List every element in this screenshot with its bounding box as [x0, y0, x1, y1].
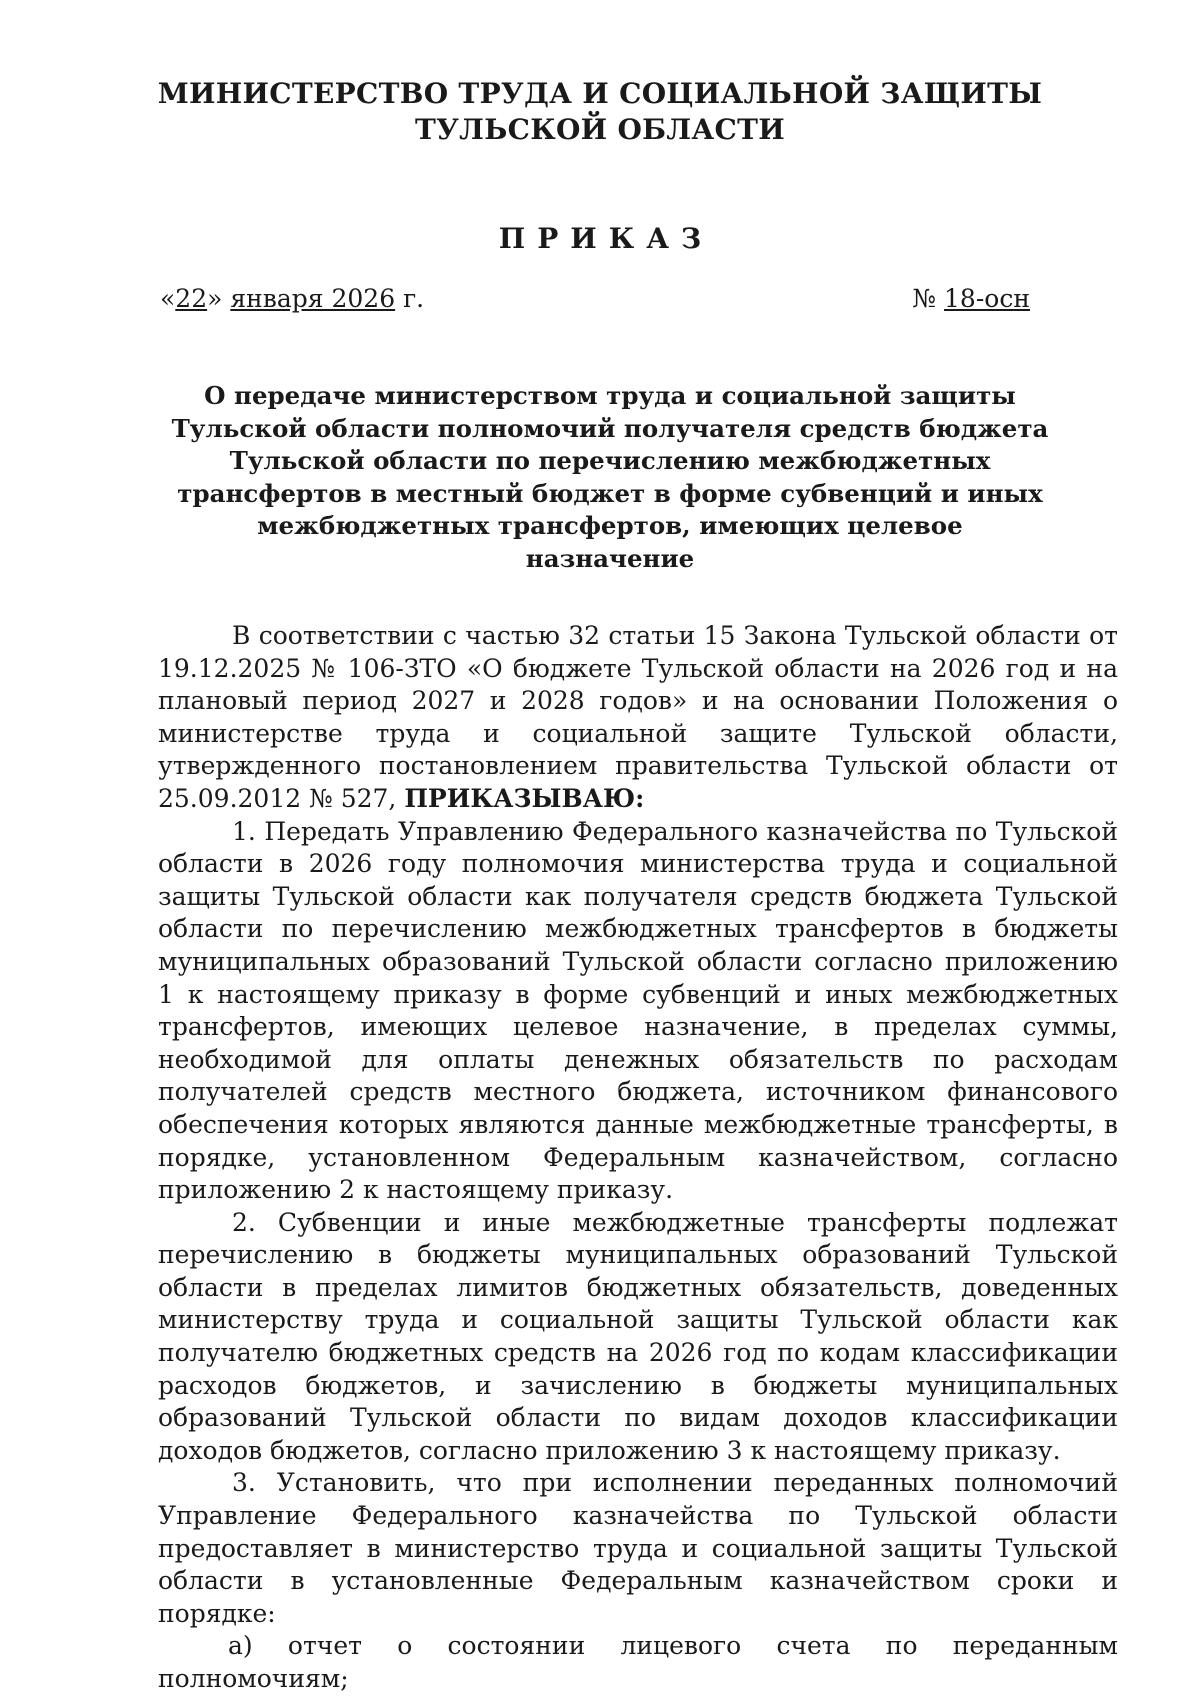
date-close-quote: »: [207, 284, 223, 313]
date-day: 22: [175, 284, 208, 313]
item-3: 3. Установить, что при исполнении переданных полномочий Управление Федерального казначейства по Тульской области предоставляет в министерство труда и социальной защиты Тульской области в установленные Федеральным казначейством сроки и порядке:: [158, 1468, 1118, 1628]
order-subject: О передаче министерством труда и социальной защиты Тульской области полномочий получателя средств бюджета Тульской области по перечислению межбюджетных трансфертов в местный бюджет в форме субвенций и иных межбюджетных трансфертов, имеющих целевое назначение: [171, 381, 1049, 573]
date-month-year: января 2026: [230, 284, 396, 313]
preamble-text: В соответствии с частью 32 статьи 15 Закона Тульской области от 19.12.2025 № 106-ЗТО «О бюджете Тульской области на 2026 год и на плановый период 2027 и 2028 годов» и на основании Положения о министерстве труда и социальной защите Тульской области, утвержденного постановлением правительства Тульской области от 25.09.2012 № 527,: [158, 621, 1118, 813]
number-prefix: №: [912, 284, 945, 313]
order-title: ПРИКАЗ: [498, 222, 714, 255]
order-number: [912, 284, 1030, 313]
date-suffix: г.: [395, 284, 425, 313]
item-2: 2. Субвенции и иные межбюджетные трансферты подлежат перечислению в бюджеты муниципальных образований Тульской области в пределах лимитов бюджетных обязательств, доведенных министерству труда и социальной защиты Тульской области как получателю бюджетных средств на 2026 год по кодам классификации расходов бюджетов, и зачислению в бюджеты муниципальных образований Тульской области по видам доходов классификации доходов бюджетов, согласно приложению 3 к настоящему приказу.: [158, 1207, 1118, 1465]
item-3a: а) отчет о состоянии лицевого счета по переданным полномочиям;: [158, 1631, 1118, 1693]
order-date: [160, 284, 424, 313]
item-1: 1. Передать Управлению Федерального казначейства по Тульской области в 2026 году полномочия министерства труда и социальной защиты Тульской области как получателя средств бюджета Тульской области по перечислению межбюджетных трансфертов в бюджеты муниципальных образований Тульской области согласно приложению 1 к настоящему приказу в форме субвенций и иных межбюджетных трансфертов, имеющих целевое назначение, в пределах суммы, необходимой для оплаты денежных обязательств по расходам получателей средств местного бюджета, источником финансового обеспечения которых являются данные межбюджетные трансферты, в порядке, установленном Федеральным казначейством, согласно приложению 2 к настоящему приказу.: [158, 816, 1118, 1205]
ministry-name-line-1: МИНИСТЕРСТВО ТРУДА И СОЦИАЛЬНОЙ ЗАЩИТЫ: [157, 77, 1043, 110]
preamble-paragraph: [158, 620, 1118, 816]
date-open-quote: «: [160, 284, 176, 313]
order-word: ПРИКАЗЫВАЮ:: [404, 783, 645, 813]
number-value: 18-осн: [944, 284, 1030, 313]
ministry-name-line-2: ТУЛЬСКОЙ ОБЛАСТИ: [414, 113, 786, 146]
document-body: [158, 620, 1118, 1696]
ministry-header: [0, 76, 1200, 148]
